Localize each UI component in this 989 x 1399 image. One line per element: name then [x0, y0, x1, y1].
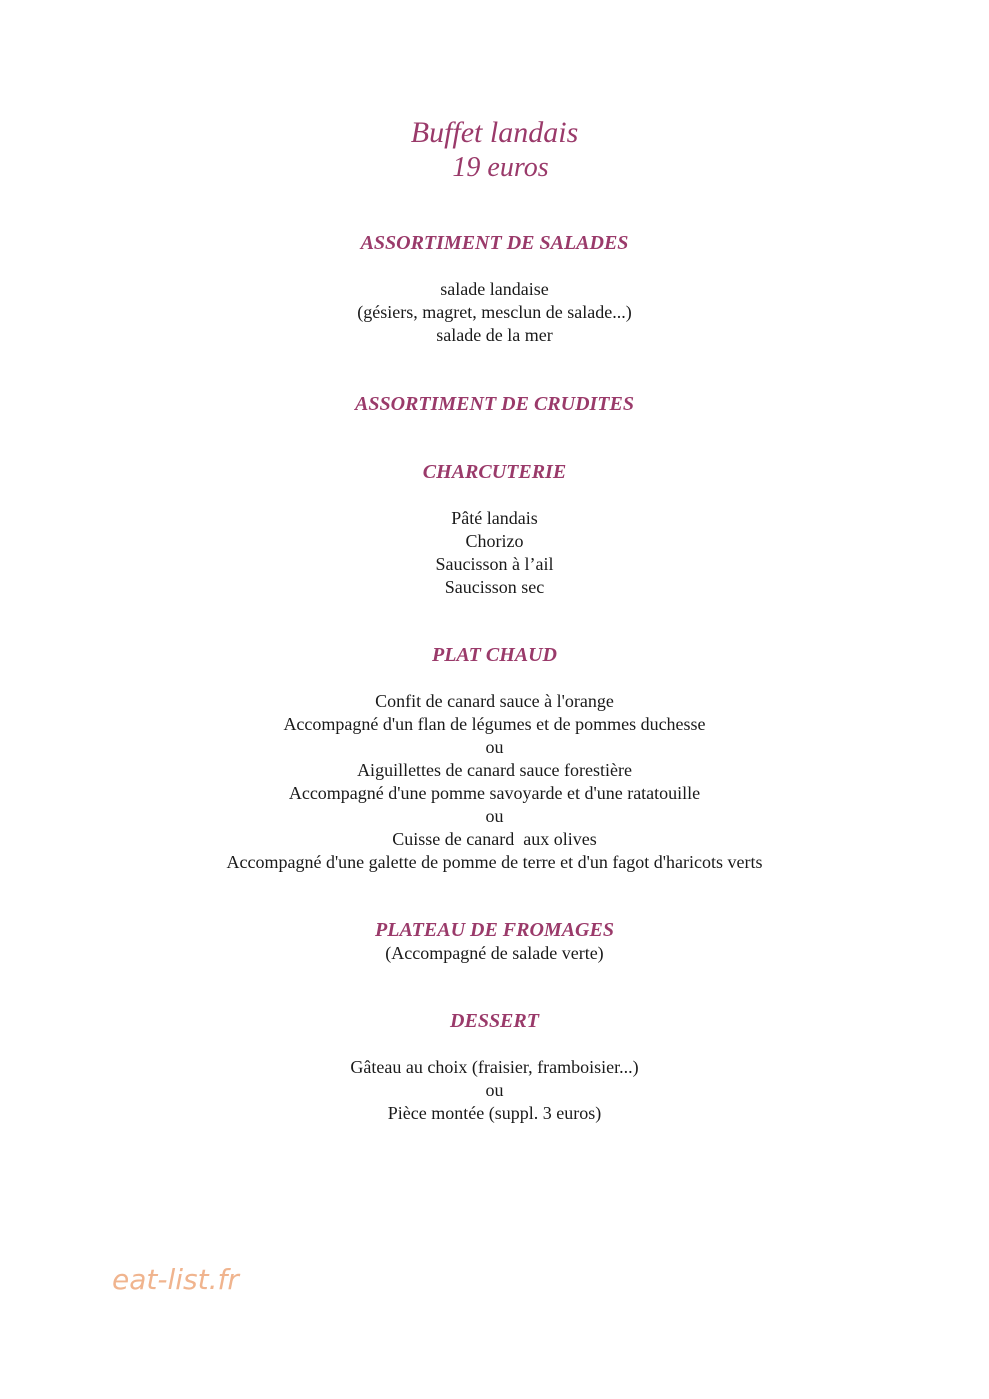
menu-line: Accompagné d'un flan de légumes et de pommes duchesse: [283, 714, 706, 734]
menu-line: Aiguillettes de canard sauce forestière: [357, 760, 632, 780]
site-watermark: eat-list.fr: [112, 1263, 239, 1296]
menu-line: Accompagné d'une pomme savoyarde et d'une ratatouille: [288, 783, 701, 803]
menu-line: Gâteau au choix (fraisier, framboisier...): [350, 1057, 639, 1077]
section-lines-charcuterie: [0, 507, 989, 599]
menu-line: Chorizo: [465, 531, 524, 551]
menu-header: [0, 115, 989, 185]
menu-line: Pièce montée (suppl. 3 euros): [387, 1103, 602, 1123]
section-lines-plat-chaud: [0, 690, 989, 874]
menu-title: Buffet landais: [410, 116, 579, 149]
menu-line: ou: [485, 806, 504, 826]
menu-line: Cuisse de canard aux olives: [392, 829, 597, 849]
section-lines-dessert: [0, 1056, 989, 1125]
menu-line: Confit de canard sauce à l'orange: [375, 691, 614, 711]
menu-line: ou: [485, 737, 504, 757]
menu-line: ou: [485, 1080, 504, 1100]
section-lines-fromages: [0, 942, 989, 965]
section-heading-plat-chaud: PLAT CHAUD: [431, 644, 557, 666]
section-heading-salades: ASSORTIMENT DE SALADES: [360, 232, 629, 254]
menu-line: Accompagné d'une galette de pomme de terre et d'un fagot d'haricots verts: [226, 852, 763, 872]
menu-line: Saucisson à l’ail: [435, 554, 554, 574]
menu-line: Saucisson sec: [444, 577, 545, 597]
menu-line: salade de la mer: [436, 325, 553, 345]
menu-line: (Accompagné de salade verte): [385, 943, 604, 963]
menu-price: 19 euros: [452, 152, 549, 183]
section-heading-charcuterie: CHARCUTERIE: [422, 461, 567, 483]
menu-line: (gésiers, magret, mesclun de salade...): [357, 302, 632, 322]
section-heading-crudites: ASSORTIMENT DE CRUDITES: [355, 393, 634, 415]
section-heading-dessert: DESSERT: [450, 1010, 539, 1032]
section-lines-salades: [0, 278, 989, 347]
menu-line: salade landaise: [440, 279, 549, 299]
section-heading-fromages: PLATEAU DE FROMAGES: [375, 919, 614, 941]
menu-line: Pâté landais: [451, 508, 538, 528]
